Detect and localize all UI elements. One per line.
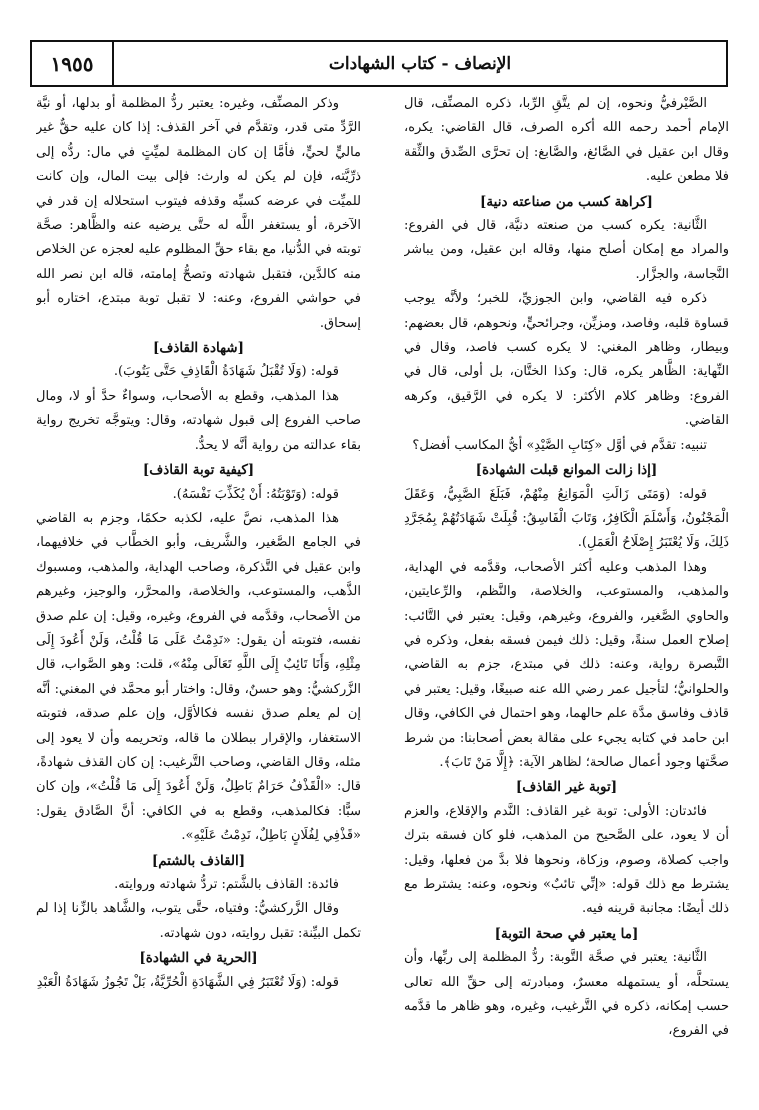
paragraph: تنبيه: تقدَّم في أوَّل «كِتَابِ الصَّيْدِ» أيُّ المكاسب أفضل؟ bbox=[412, 437, 707, 453]
section-heading: [شهادة القاذف] bbox=[152, 340, 245, 357]
paragraph: فائدة: القاذف بالشَّتم: تردُّ شهادته وروايته. bbox=[114, 877, 339, 892]
paragraph: قوله: (وَمَتَى زَالَتِ الْمَوَانِعُ مِنْهُمْ، فَبَلَغَ الصَّبِيُّ، وَعَقَلَ الْمَجْنُونُ، وَأَسْلَمَ الْكَافِرُ، وَتَابَ الْفَاسِقُ: قُبِلَتْ شَهَادَتُهُمْ بِمُجَرَّدِ ذَلِكَ، وَلَا يُعْتَبَرُ إِصْلَاحُ الْعَمَلِ). bbox=[404, 486, 729, 551]
paragraph: قوله: (وَلَا تُعْتَبَرُ فِي الشَّهَادَةِ الْحُرِّيَّةُ، بَلْ تَجُوزُ شَهَادَةُ الْعَبْدِ bbox=[36, 974, 339, 990]
paragraph: قوله: (وَلَا تُقْبَلُ شَهَادَةُ الْقَاذِفِ حَتَّى يَتُوبَ). bbox=[113, 364, 339, 380]
paragraph: وقال الزَّركشيُّ: وفتياه، حتَّى يتوب، والشَّاهد بالزِّنا إذا لم تكمل البيِّنة: تقبل روايته، دون شهادته. bbox=[36, 901, 361, 941]
left-column bbox=[36, 92, 361, 1097]
section-heading: [الحرية في الشهادة] bbox=[139, 950, 258, 967]
section-heading: [القاذف بالشتم] bbox=[151, 852, 246, 869]
paragraph: الثَّانية: يكره كسب من صنعته دنيَّة، قال في الفروع: والمراد مع إمكان أصلح منها، وقاله ابن عقيل، ومن يباشر النَّجاسة، والجزَّار. bbox=[404, 218, 729, 282]
paragraph: فائدتان: الأولى: توبة غير القاذف: النَّدم والإقلاع، والعزم أن لا يعود، على الصَّحيح من المذهب، فلو كان فسقه بترك واجب كصلاة، وصوم، وزكاة، ونحوها فلا بدَّ من فعلها، وقيل: يشترط مع ذلك قوله: «إنِّي تائبٌ» ونحوه، وعنه: يشترط مع ذلك أيضًا: مجانبة قرينه فيه. bbox=[404, 803, 729, 917]
paragraph: ذكره فيه القاضي، وابن الجوزيِّ، للخبر؛ ولأنَّه يوجب قساوة قلبه، وفاصد، ومزيِّن، وجرائحيٍّ، ونحوهم، قال بعضهم: وبيطار، وظاهر المغني: لا يكره كسب فاصد، وقال في النِّهاية: الظَّاهر يكره، قال: وكذا الختَّان، بل أولى، قال في الفروع: وظاهر كلام الأكثر: لا يكره في الرَّقيق، وكرهه القاضي. bbox=[404, 291, 729, 429]
paragraph: وهذا المذهب وعليه أكثر الأصحاب، وقدَّمه في الهداية، والمذهب، والمستوعب، والخلاصة، والنَّظم، والرِّعايتين، والحاوي الصَّغير، والفروع، وغيرهم، وقيل: يعتبر في التَّائب: إصلاح العمل سنةً، وقيل: ذلك فيمن فسقه بفعل، وذكره في التَّبصرة رواية، وعنه: ذلك في مبتدع، جزم به القاضي، والحلوانيُّ؛ لتأجيل عمر رضي الله عنه صبيغًا، وقيل: يعتبر في قاذف وفاسق مدَّة علم حالهما، وهو احتمال في الكافي، وقال ابن حامد في كتابه يجيء على مقالة بعض أصحابنا: من شرط صحَّتها وجود أعمال صالحة؛ لظاهر الآية: ﴿إِلَّا مَنْ تَابَ﴾. bbox=[404, 559, 729, 770]
paragraph: قوله: (وَتَوْبَتُهُ: أَنْ يُكَذِّبَ نَفْسَهُ). bbox=[172, 486, 339, 502]
paragraph: الصَّيْرفيُّ ونحوه، إن لم يتَّقِ الرِّبا، ذكره المصنِّف، قال الإمام أحمد رحمه الله أكره الصرف، قال القاضي: يكره، وقال ابن عقيل في الصَّائغ، والصَّابغ: إن تحرَّى الصِّدق والثِّقة فلا مطعن عليه. bbox=[404, 96, 729, 185]
paragraph: هذا المذهب، وقطع به الأصحاب، وسواءٌ حدَّ أو لا، ومال صاحب الفروع إلى قبول شهادته، وقال: ويتوجَّه تخريج رواية بقاء عدالته من رواية أنَّه لا يحدُّ. bbox=[36, 388, 361, 453]
paragraph: هذا المذهب، نصَّ عليه، لكذبه حكمًا، وجزم به القاضي في الجامع الصَّغير، والشَّريف، وأبو الخطَّاب في خلافيهما، وابن عقيل في التَّذكرة، وصاحب الهداية، والمذهب، ومسبوك الذَّهب، والمستوعب، والخلاصة، والمحرَّر، والوجيز، وغيرهم من الأصحاب، وقدَّمه في الفروع، وغيره، وقيل: إن علم صدق نفسه، فتوبته أن يقول: «نَدِمْتُ عَلَى مَا قُلْتُ، وَلَنْ أَعُودَ إِلَى مِثْلِهِ، وَأَنَا تَائِبٌ إِلَى اللَّهِ تَعَالَى مِنْهُ»، قلت: وهو الصَّواب، قال الزَّركشيُّ: وهو حسنٌ، وقال: واختار أبو محمَّد في المغني: أنَّه إن لم يعلم صدق نفسه فكالأوَّل، وإن علم صدقه، فتوبته الاستغفار، والإقرار ببطلان ما قاله، وتحريمه وأن لا يعود إلى مثله، وقال القاضي، وصاحب التَّرغيب: إن كان القذف شهادةً، قال: «الْقَذْفُ حَرَامٌ بَاطِلٌ، وَلَنْ أَعُودَ إِلَى مَا قُلْتُ»، وإن كان سبًّا: فكالمذهب، وقطع به في الكافي: أنَّ الصَّادق يقول: «قَذْفِي لِفُلَانٍ بَاطِلٌ، نَدِمْتُ عَلَيْهِ». bbox=[36, 510, 361, 844]
section-heading: [ما يعتبر في صحة التوبة] bbox=[494, 925, 639, 942]
section-heading: [كراهة كسب من صناعته دنية] bbox=[480, 193, 653, 210]
paragraph: الثَّانية: يعتبر في صحَّة التَّوبة: ردُّ المظلمة إلى ربِّها، وأن يستحلَّه، أو يستمهله معسرٌ، ومبادرته إلى حقِّ الله تعالى حسب إمكانه، ذكره في التَّرغيب، وغيره، وهو ظاهر ما قدَّمه في الفروع، bbox=[404, 950, 729, 1039]
section-heading: [إذا زالت الموانع قبلت الشهادة] bbox=[475, 462, 658, 479]
running-header bbox=[30, 40, 728, 87]
paragraph: وذكر المصنِّف، وغيره: يعتبر ردُّ المظلمة أو بدلها، أو نيَّة الرَّدِّ متى قدر، وتقدَّم في آخر القذف: إذا كان عليه حقٌّ غير ماليٍّ لحيٍّ، فأمَّا إن كان المظلمة لميِّتٍ في مال: ردُّه إلى ذرِّيَّته، فإن لم يكن له وارث: فإلى بيت المال، وإن كانت للميِّت في عرضه كسبِّه وقذفه فيتوب استحلاله إن قدر في الآخرة، أو يستغفر اللَّه له حتَّى يرضيه عنه والظَّاهر: صحَّة توبته في الدُّنيا، مع بقاء حقِّ المظلوم عليه لعجزه عن الخلاص منه كالدَّين، فتقبل شهادته وتصحُّ إمامته، قاله ابن نصر الله في حواشي الفروع، وعنه: لا تقبل توبة مبتدع، اختاره أبو إسحاق. bbox=[36, 96, 361, 331]
right-column bbox=[404, 92, 729, 1097]
page-number: ١٩٥٥ bbox=[50, 51, 94, 76]
section-heading: [كيفية توبة القاذف] bbox=[142, 462, 255, 479]
section-heading: [توبة غير القاذف] bbox=[515, 779, 618, 796]
running-title: الإنصاف - كتاب الشهادات bbox=[328, 53, 512, 74]
